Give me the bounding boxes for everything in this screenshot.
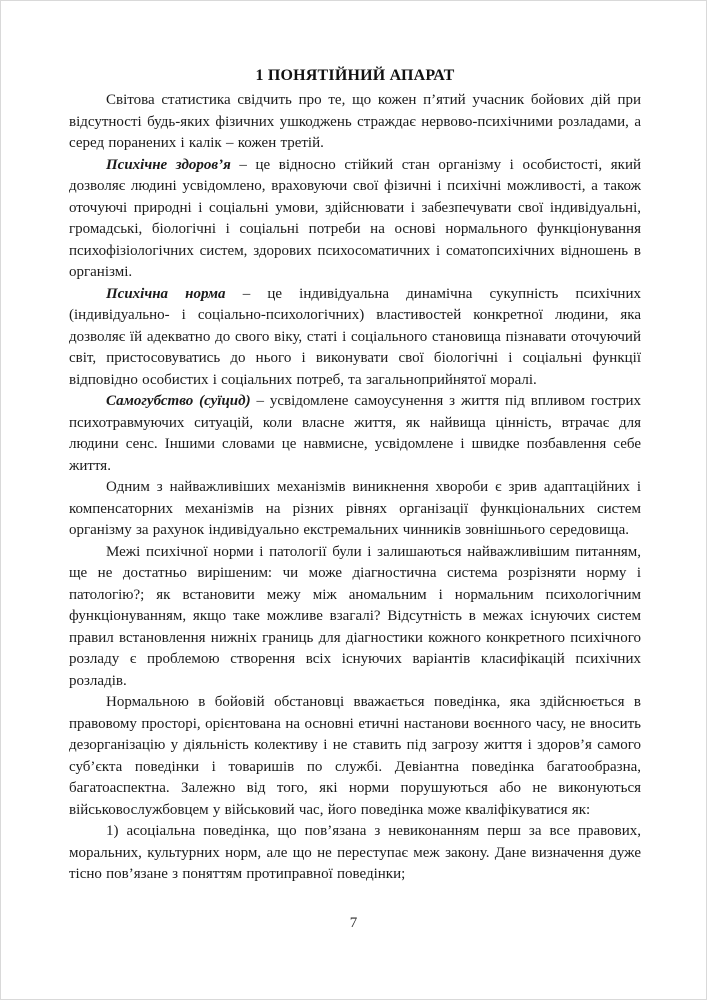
term-label: Самогубство (суїцид)	[106, 393, 251, 409]
page-title: 1 ПОНЯТІЙНИЙ АПАРАТ	[255, 67, 455, 84]
paragraph-combat-behavior	[69, 692, 641, 821]
paragraph-mechanisms	[69, 477, 641, 542]
paragraph-norm-pathology	[69, 542, 641, 693]
paragraph-text: – це індивідуальна динамічна сукупність психічних (індивідуально- і соціально-психологічних) властивостей конкретної людини, яка дозволяє їй адекватно до свого віку, статі і соціального становища пізнавати оточуючий світ, пристосовуватись до нього і виконувати свої біологічні і соціальні функції відповідно особистих і соціальних потреб, та загальноприйнятої моралі.	[69, 285, 641, 388]
paragraph-text: Межі психічної норми і патології були і залишаються найважливішим питанням, ще не достатньо вирішеним: чи може діагностична система розрізняти норму і патологію?; як встановити межу між аномальним і нормальним психологічним функціонуванням, якщо таке можливе взагалі? Відсутність в межах існуючих систем правил встановлення нижніх границь для діагностики кожного конкретного психічного розладу є проблемою створення всіх існуючих варіантів класифікацій психічних розладів.	[69, 543, 641, 689]
paragraph-mental-health	[69, 155, 641, 284]
paragraph-text: 1) асоціальна поведінка, що пов’язана з невиконанням перш за все правових, моральних, культурних норм, але що не переступає меж закону. Дане визначення дуже тісно пов’язане з поняттям протиправної поведінки;	[69, 823, 641, 882]
paragraph-text: Світова статистика свідчить про те, що кожен п’ятий учасник бойових дій при відсутності будь-яких фізичних ушкоджень страждає нервово-психічними розладами, а серед поранених і калік – кожен третій.	[69, 92, 641, 151]
text-block	[69, 65, 641, 886]
page-number: 7	[349, 915, 358, 931]
paragraph-text: – усвідомлене самоусунення з життя під впливом гострих психотравмуючих ситуацій, коли власне життя, як найвища цінність, втрачає для людини сенс. Іншими словами це навмисне, усвідомлене і швидке позбавлення себе життя.	[69, 393, 641, 474]
paragraph-text: Одним з найважливіших механізмів виникнення хвороби є зрив адаптаційних і компенсаторних механізмів на різних рівнях організації функціональних систем організму за рахунок індивідуально екстремальних чинників зовнішнього середовища.	[69, 479, 641, 538]
paragraph-mental-norm	[69, 284, 641, 392]
term-label: Психічне здоров’я	[106, 156, 231, 173]
term-label: Психічна норма	[106, 285, 226, 302]
paragraph-asocial-behavior	[69, 821, 641, 886]
paragraph-suicide	[69, 391, 641, 477]
paragraph-intro	[69, 90, 641, 155]
paragraph-text: Нормальною в бойовій обстановці вважається поведінка, яка здійснюється в правовому просторі, орієнтована на основні етичні настанови воєнного часу, не вносить дезорганізацію у діяльність колективу і не ставить під загрозу життя і здоров’я самого суб’єкта поведінки і товаришів по службі. Девіантна поведінка багатообразна, багатоаспектна. Залежно від того, які норми порушуються або не виконуються військовослужбовцем у військовий час, його поведінка може кваліфікуватися як:	[69, 694, 641, 818]
paragraph-text: – це відносно стійкий стан організму і особистості, який дозволяє людині усвідомлено, враховуючи свої фізичні і психічні можливості, а також оточуючі природні і соціальні умови, здійснювати і забезпечувати свої індивідуальні, громадські, біологічні і соціальні потреби на основі нормального функціонування психофізіологічних систем, здорових психосоматичних і соматопсихічних відношень в організмі.	[69, 156, 641, 280]
